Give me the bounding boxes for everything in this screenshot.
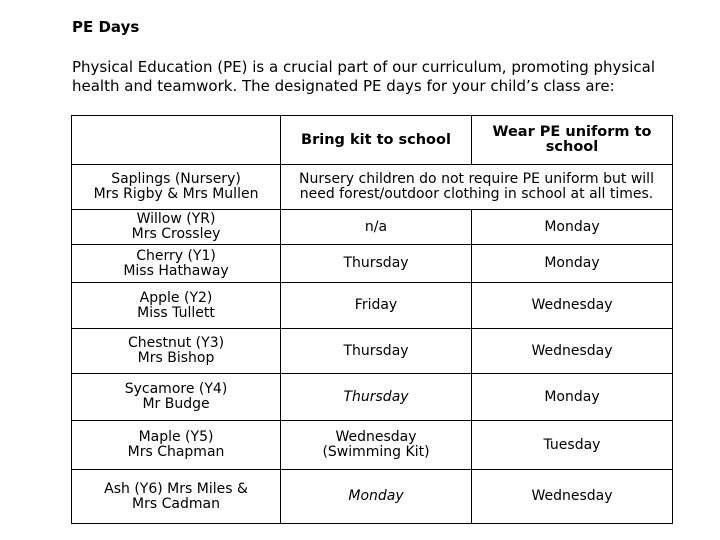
class-cell [72,283,281,329]
class-cell [72,421,281,470]
class-name: Maple (Y5) [138,429,214,445]
class-name: Apple (Y2) [139,289,213,306]
uniform-day: Wednesday [471,470,672,524]
table-row-nursery [72,165,673,210]
kit-day: Thursday [281,245,472,283]
uniform-day: Monday [471,374,672,421]
uniform-day: Wednesday [471,329,672,374]
teacher-name: Mrs Cadman [132,495,220,512]
class-name: Cherry (Y1) [136,247,216,264]
teacher-name: Mr Budge [142,396,210,412]
table-row [72,329,673,374]
header-class [72,116,281,165]
table-header-row [72,116,673,165]
table-row [72,283,673,329]
class-name: Willow (YR) [136,211,216,227]
kit-day: Thursday [281,329,472,374]
class-cell [72,329,281,374]
teacher-name: Mrs Rigby & Mrs Mullen [93,186,259,202]
uniform-day: Wednesday [471,283,672,329]
nursery-note: Nursery children do not require PE uniform but will need forest/outdoor clothing in school at all times. [281,165,673,210]
kit-day: Monday [281,470,472,524]
intro-paragraph: Physical Education (PE) is a crucial part of our curriculum, promoting physical health and teamwork. The designated PE days for your child’s class are: [72,58,656,95]
table-row [72,374,673,421]
class-cell [72,165,281,210]
teacher-name: Miss Tullett [137,304,215,321]
class-name: Saplings (Nursery) [111,171,241,187]
kit-day-text: Wednesday [335,429,417,445]
uniform-day: Monday [471,245,672,283]
class-name: Ash (Y6) Mrs Miles & [104,480,248,497]
class-cell [72,374,281,421]
class-cell [72,245,281,283]
table-row [72,245,673,283]
header-bring-kit: Bring kit to school [281,116,472,165]
teacher-name: Mrs Chapman [127,444,225,460]
class-cell [72,470,281,524]
class-name: Sycamore (Y4) [124,381,228,397]
kit-day: n/a [281,210,472,245]
class-name: Chestnut (Y3) [127,335,225,351]
table-row [72,210,673,245]
teacher-name: Miss Hathaway [123,262,229,279]
class-cell [72,210,281,245]
header-wear-uniform: Wear PE uniform to school [471,116,672,165]
table-row [72,421,673,470]
uniform-day: Monday [471,210,672,245]
kit-day: Friday [281,283,472,329]
table-row [72,470,673,524]
pe-days-table [71,115,673,524]
page-title: PE Days [72,18,140,36]
teacher-name: Mrs Bishop [137,350,215,366]
kit-day [281,421,472,470]
kit-day: Thursday [281,374,472,421]
teacher-name: Mrs Crossley [131,226,221,242]
kit-day-note: (Swimming Kit) [322,444,430,460]
uniform-day: Tuesday [471,421,672,470]
